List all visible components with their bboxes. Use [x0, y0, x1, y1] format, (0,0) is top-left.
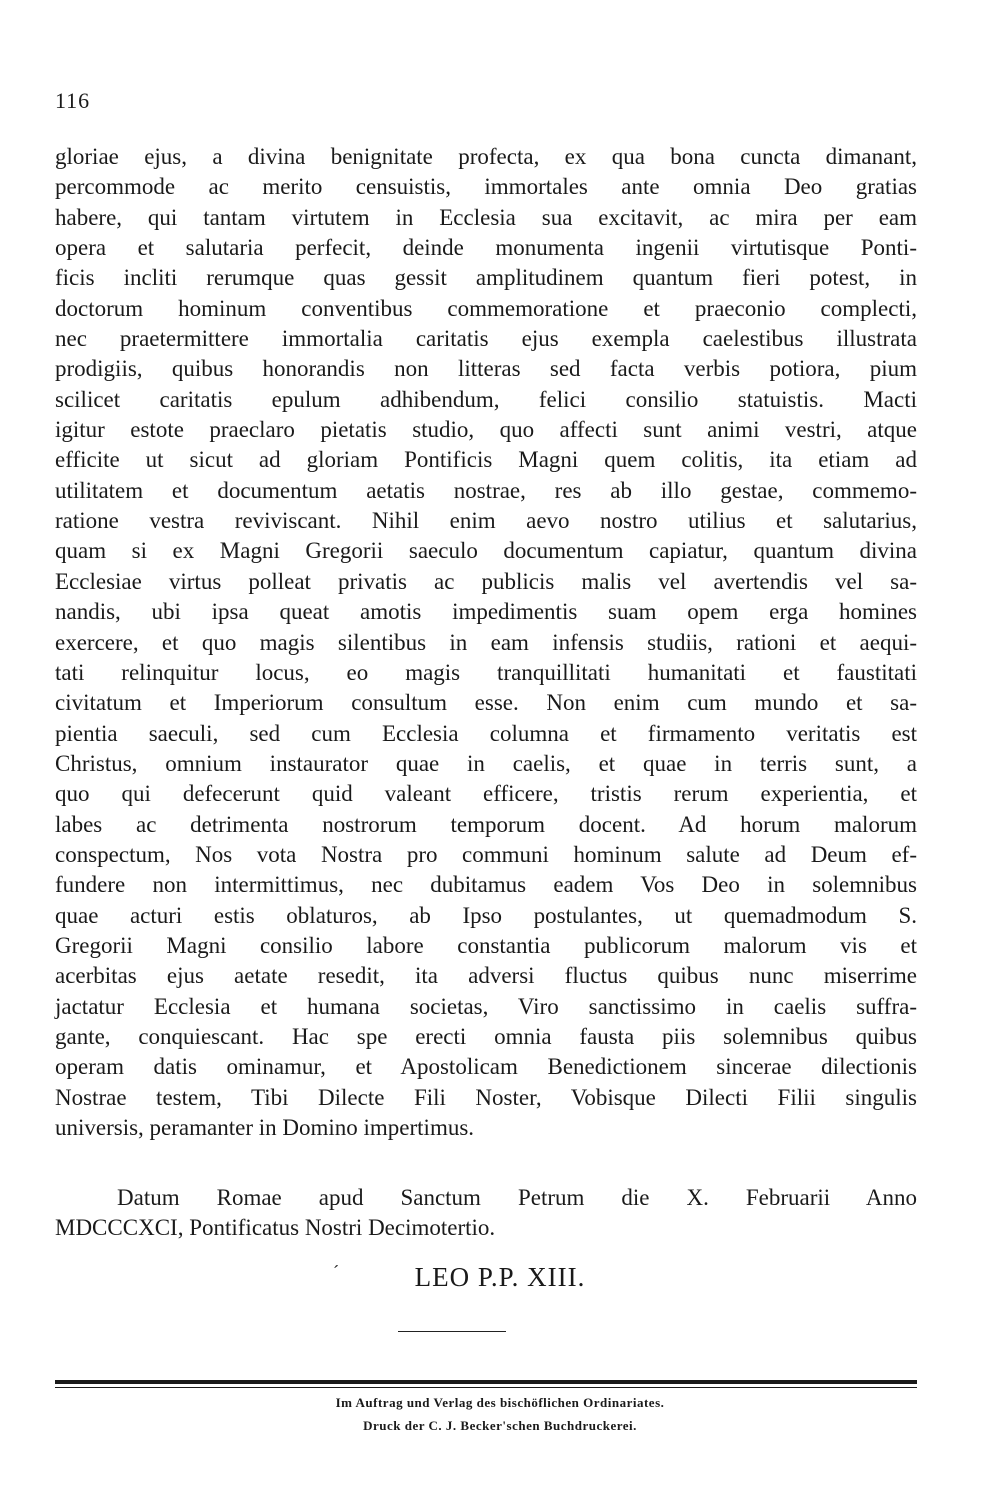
text-line: quam si ex Magni Gregorii saeculo documentum capiatur, quantum divina — [55, 538, 917, 564]
footer-thin-rule — [55, 1387, 917, 1388]
text-line: ratione vestra reviviscant. Nihil enim aevo nostro utilius et salutarius, — [55, 508, 917, 534]
dating-paragraph — [55, 1183, 917, 1244]
dating-line: Datum Romae apud Sanctum Petrum die X. Februarii Anno — [117, 1185, 917, 1210]
text-line: Nostrae testem, Tibi Dilecte Fili Noster, Vobisque Dilecti Filii singulis — [55, 1084, 917, 1110]
text-line: operam datis ominamur, et Apostolicam Benedictionem sincerae dilectionis — [55, 1054, 917, 1080]
text-line: quo qui defecerunt quid valeant efficere, tristis rerum experientia, et — [55, 781, 917, 807]
text-line: civitatum et Imperiorum consultum esse. Non enim cum mundo et sa- — [55, 690, 917, 716]
text-line: gante, conquiescant. Hac spe erecti omnia fausta piis solemnibus quibus — [55, 1023, 917, 1049]
text-line: habere, qui tantam virtutem in Ecclesia sua excitavit, ac mira per eam — [55, 204, 917, 230]
signature: LEO P.P. XIII. — [414, 1262, 586, 1292]
footer-thick-rule — [55, 1380, 917, 1384]
tick-mark: ˊ — [333, 1262, 339, 1282]
dating-line: MDCCCXCI, Pontificatus Nostri Decimotertio. — [55, 1215, 496, 1241]
text-line: acerbitas ejus aetate resedit, ita adversi fluctus quibus nunc miserrime — [55, 963, 917, 989]
imprint-publisher: Im Auftrag und Verlag des bischöflichen Ordinariates. — [335, 1395, 665, 1410]
text-line: exercere, et quo magis silentibus in eam infensis studiis, rationi et aequi- — [55, 629, 917, 655]
text-line: conspectum, Nos vota Nostra pro communi hominum salute ad Deum ef- — [55, 841, 917, 867]
text-line: doctorum hominum conventibus commemoratione et praeconio complecti, — [55, 295, 917, 321]
text-line: fundere non intermittimus, nec dubitamus eadem Vos Deo in solemnibus — [55, 872, 917, 898]
text-line: Gregorii Magni consilio labore constantia publicorum malorum vis et — [55, 932, 917, 958]
body-text — [55, 142, 917, 1143]
text-line: gloriae ejus, a divina benignitate profecta, ex qua bona cuncta dimanant, — [55, 144, 917, 169]
page-number: 116 — [55, 88, 91, 113]
text-line: nec praetermittere immortalia caritatis ejus exempla caelestibus illustrata — [55, 326, 917, 352]
text-line: ficis incliti rerumque quas gessit amplitudinem quantum fieri potest, in — [55, 265, 917, 291]
text-line: utilitatem et documentum aetatis nostrae, res ab illo gestae, commemo- — [55, 477, 917, 503]
imprint-printer: Druck der C. J. Becker'schen Buchdruckerei. — [363, 1418, 637, 1433]
text-line: quae acturi estis oblaturos, ab Ipso postulantes, ut quemadmodum S. — [55, 902, 917, 928]
short-divider — [398, 1331, 506, 1332]
text-line: nandis, ubi ipsa queat amotis impedimentis suam opem erga homines — [55, 599, 917, 625]
text-line: jactatur Ecclesia et humana societas, Viro sanctissimo in caelis suffra- — [55, 993, 917, 1019]
text-line: prodigiis, quibus honorandis non litteras sed facta verbis potiora, pium — [55, 356, 917, 382]
text-line: efficite ut sicut ad gloriam Pontificis Magni quem colitis, ita etiam ad — [55, 447, 917, 473]
text-line: tati relinquitur locus, eo magis tranquillitati humanitati et faustitati — [55, 659, 917, 685]
text-line: labes ac detrimenta nostrorum temporum docent. Ad horum malorum — [55, 811, 917, 837]
text-line: percommode ac merito censuistis, immortales ante omnia Deo gratias — [55, 174, 917, 200]
text-line: opera et salutaria perfecit, deinde monumenta ingenii virtutisque Ponti- — [55, 235, 917, 261]
text-line: pientia saeculi, sed cum Ecclesia columna et firmamento veritatis est — [55, 720, 917, 746]
text-line: igitur estote praeclaro pietatis studio, quo affecti sunt animi vestri, atque — [55, 417, 917, 443]
text-line: universis, peramanter in Domino impertimus. — [55, 1115, 475, 1140]
text-line: Christus, omnium instaurator quae in caelis, et quae in terris sunt, a — [55, 750, 917, 776]
text-line: scilicet caritatis epulum adhibendum, felici consilio statuistis. Macti — [55, 386, 917, 412]
text-line: Ecclesiae virtus polleat privatis ac publicis malis vel avertendis vel sa- — [55, 568, 917, 594]
